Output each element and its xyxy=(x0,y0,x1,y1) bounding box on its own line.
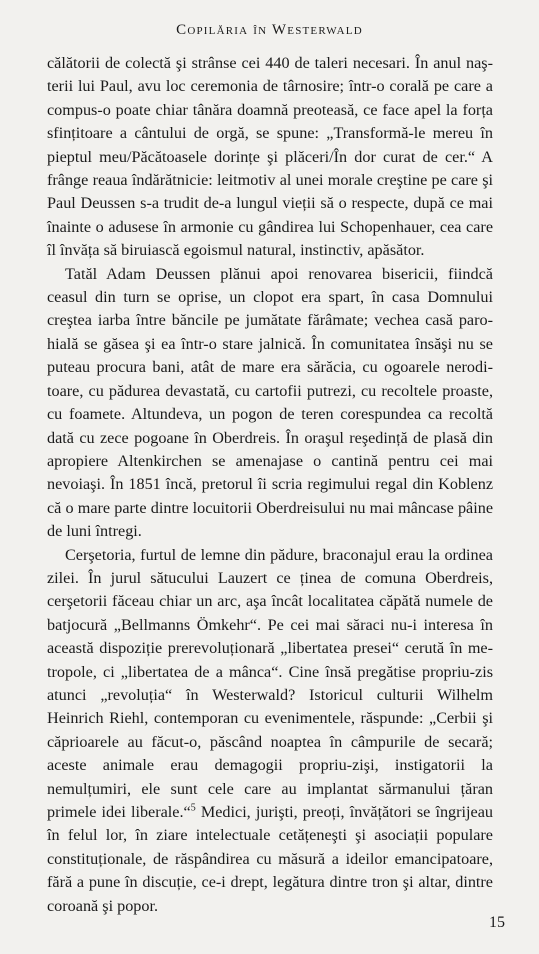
running-header: Copilăria în Westerwald xyxy=(176,22,363,38)
paragraph-1: călătorii de colectă şi strânse cei 440 de taleri necesari. În anul naşterii lui Paul, avu loc ceremonia de târnosire; într-o corală pe care a compus-o poate chiar tânăra doamnă preoteasă, ce face apel la forța sfințitoare a cântului de orgă, se spune: „Transformă-le mereu în pieptul meu/Păcătoasele dorințe şi plăceri/În dor curat de cer.“ A frânge reaua îndărătnicie: leitmotiv al unei morale creştine pe care şi Paul Deussen s-a trudit de-a lungul vieții să o respecte, după ce mai înainte o adusese în armonie cu gândirea lui Schopenhauer, cea care îl învăța să biruiască egoismul natural, instinctiv, apăsător. xyxy=(47,54,493,260)
footnote-reference[interactable]: 5 xyxy=(190,802,196,814)
body-text xyxy=(47,52,493,918)
page-number: 15 xyxy=(489,914,505,931)
paragraph-3-text-a: Cerşetoria, furtul de lemne din pădure, braconajul erau la ordinea zilei. În jurul sătucului Lauzert ce ținea de comuna Oberdreis, cerşetorii făceau chiar un arc, aşa încât localitatea căpătă numele de batjocură „Bellmanns Ömkehr“. Pe cei mai săraci nu-i interesa în această dispoziție prerevoluționară „libertatea presei“ cerută în metropole, ci „libertatea de a mânca“. Cine însă pregătise propriu-zis atunci „revoluția“ în Westerwald? Istoricul culturii Wilhelm Heinrich Riehl, contemporan cu evenimentele, răspunde: „Cerbii şi căprioarele au făcut-o, păscând noaptea în câmpurile de secară; aceste animale erau demagogii propriu-zişi, instigatorii la nemulțumiri, ele sunt cele care au implantat sărmanului țăran primele idei liberale.“ xyxy=(47,545,493,821)
paragraph-2: Tatăl Adam Deussen plănui apoi renovarea bisericii, fiindcă ceasul din turn se oprise, un clopot era spart, în casa Domnului creştea iarba între băncile pe jumătate fărâmate; vechea casă parohială se găsea şi ea într-o stare jalnică. În comunitatea însăşi nu se puteau procura bani, atât de mare era sărăcia, cu ogoarele neroditoare, cu pădurea devastată, cu cartofii putrezi, cu recoltele proaste, cu foamete. Altundeva, un pogon de teren corespundea ca recoltă dată cu zece pogoane în Oberdreis. În oraşul reşedință de plasă din apropiere Altenkirchen se amenajase o cantină pentru cei mai nevoiaşi. În 1851 încă, pretorul îi scria regimului regal din Koblenz că o mare parte dintre locuitorii Oberdreisului nu mai mâncase pâine de luni întregi. xyxy=(47,264,493,541)
paragraph-3 xyxy=(47,544,493,919)
paragraph-3-text-b: Medici, jurişti, preoți, învățători se îngrijeau în felul lor, în ziare intelectuale cetățeneşti şi asociații populare constituționale, de răspândirea cu măsură a ideilor emancipatoare, fără a pune în discuție, ce-i drept, legătura dintre tron şi altar, dintre coroană şi popor. xyxy=(47,803,493,915)
